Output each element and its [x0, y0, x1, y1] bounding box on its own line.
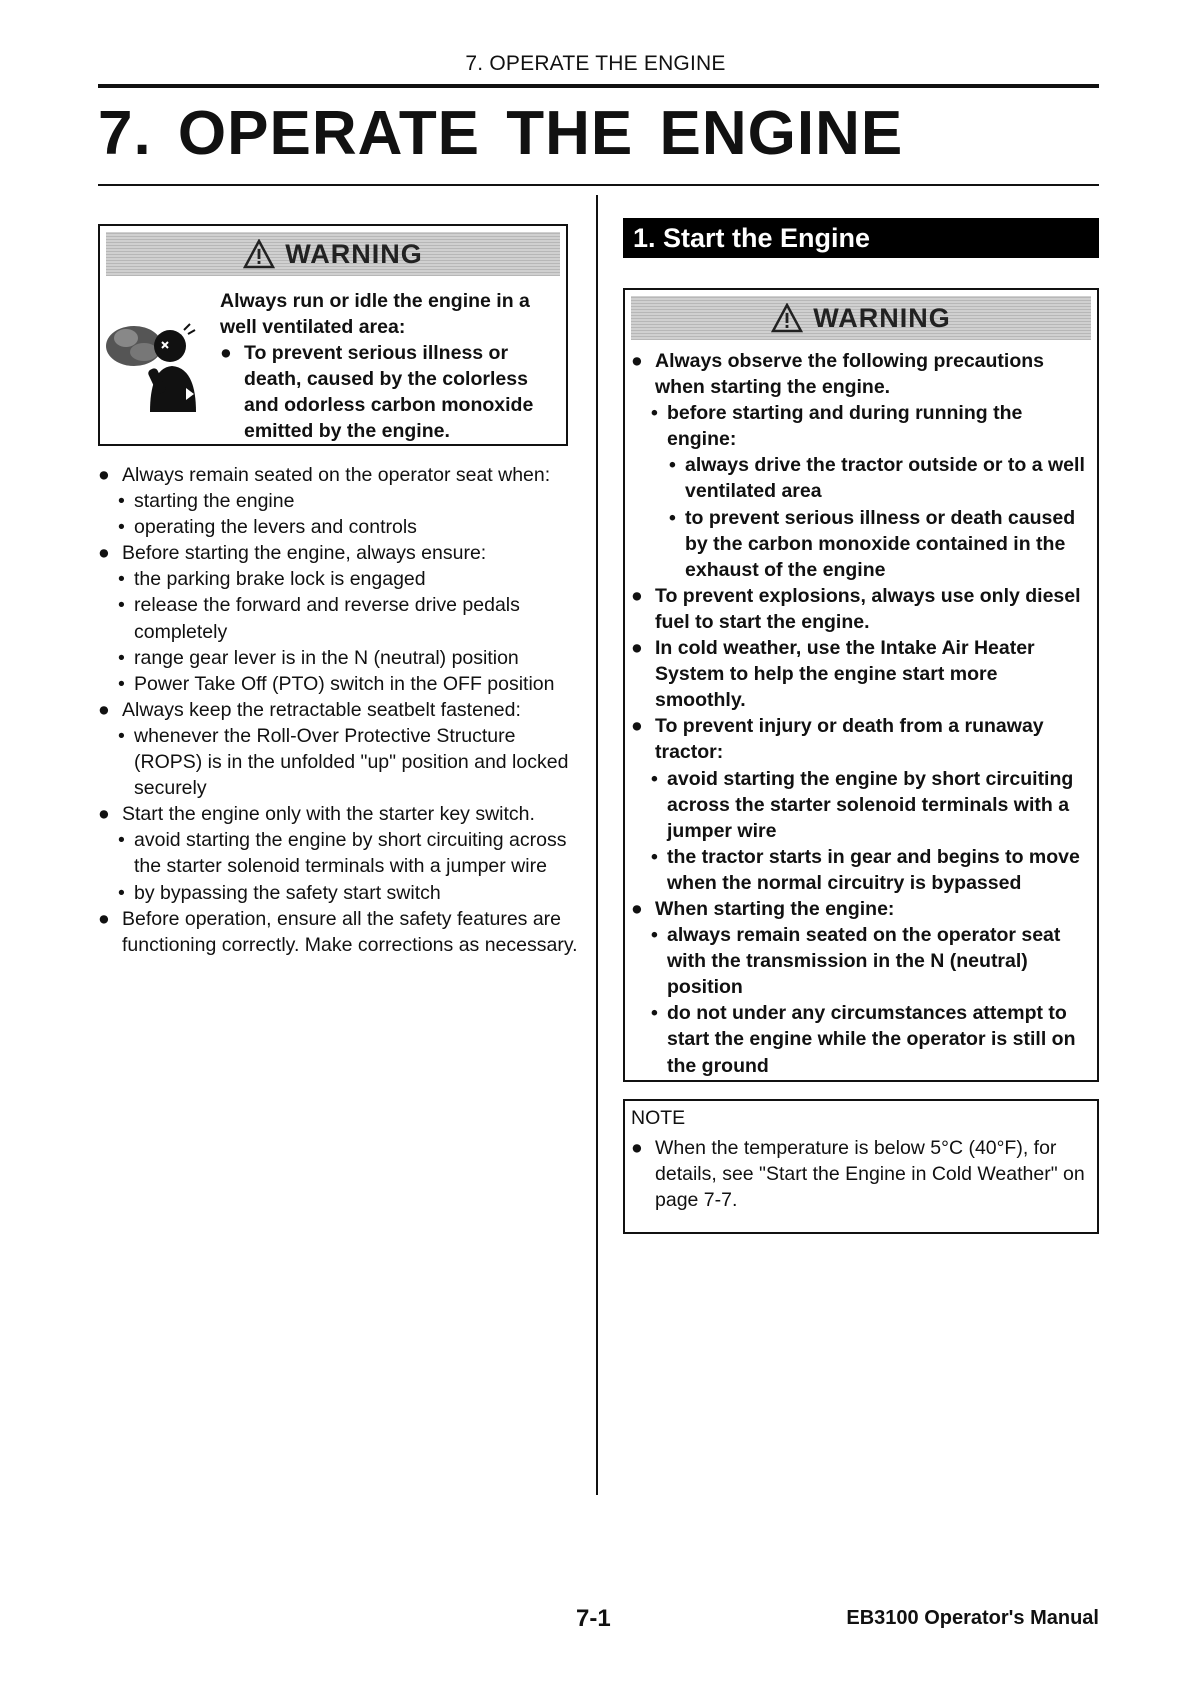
list-subsubitem: • to prevent serious illness or death caused by the carbon monoxide contained in the exhaust of the engine	[669, 506, 1076, 581]
bullet-icon: ●	[98, 464, 110, 486]
bullet-icon: ●	[631, 1137, 643, 1160]
list-subitem: • avoid starting the engine by short circuiting across the starter solenoid terminals with a jumper wire	[118, 829, 567, 878]
list-subitem: • the tractor starts in gear and begins to move when the normal circuitry is bypassed	[651, 845, 1080, 894]
list-subitem: • Power Take Off (PTO) switch in the OFF position	[118, 672, 555, 695]
header-rule	[98, 84, 1099, 88]
warning-bullet	[220, 340, 560, 444]
warning-triangle-icon	[771, 303, 803, 333]
list-item: ● To prevent injury or death from a runaway tractor:	[631, 713, 1091, 765]
page-number: 7-1	[576, 1605, 611, 1632]
bullet-icon: ●	[631, 350, 643, 372]
right-bullet-list	[631, 348, 1091, 1079]
list-item: ● Start the engine only with the starter key switch.	[98, 801, 578, 827]
list-subitem: • range gear lever is in the N (neutral) position	[118, 646, 519, 669]
manual-title: EB3100 Operator's Manual	[846, 1607, 1099, 1629]
list-item: ● Before starting the engine, always ensure:	[98, 540, 578, 566]
list-item: ● Always observe the following precautions when starting the engine.	[631, 348, 1091, 400]
list-subitem: • operating the levers and controls	[118, 516, 417, 539]
bullet-icon: ●	[98, 907, 110, 930]
right-warning-box	[623, 288, 1099, 1082]
running-header: 7. OPERATE THE ENGINE	[465, 52, 726, 75]
list-subitem: • by bypassing the safety start switch	[118, 881, 441, 904]
list-item: ● Always remain seated on the operator seat when:	[98, 462, 578, 488]
chapter-title: 7. OPERATE THE ENGINE	[98, 99, 904, 168]
warning-banner	[106, 232, 560, 276]
note-item	[631, 1135, 1091, 1213]
warning-triangle-icon	[243, 239, 275, 269]
list-item: ● To prevent explosions, always use only diesel fuel to start the engine.	[631, 583, 1091, 635]
note-text: When the temperature is below 5°C (40°F), for details, see "Start the Engine in Cold Weather" on page 7-7.	[655, 1137, 1085, 1212]
list-item: ● In cold weather, use the Intake Air Heater System to help the engine start more smoothly.	[631, 635, 1091, 713]
bullet-icon: ●	[631, 715, 643, 738]
left-bullet-list	[98, 462, 578, 958]
bullet-icon: ●	[631, 584, 643, 607]
section-heading: 1. Start the Engine	[623, 218, 1099, 258]
bullet-icon: ●	[98, 542, 110, 565]
warning-banner	[631, 296, 1091, 340]
list-subsubitem: • always drive the tractor outside or to a well ventilated area	[669, 454, 1085, 503]
list-subitem: • whenever the Roll-Over Protective Structure (ROPS) is in the unfolded "up" position and locked securely	[118, 724, 569, 800]
warning-lead: Always run or idle the engine in a well ventilated area:	[220, 290, 530, 338]
note-box	[623, 1099, 1099, 1234]
bullet-icon: ●	[631, 897, 643, 920]
list-subitem: • the parking brake lock is engaged	[118, 568, 426, 591]
list-item: ● Before operation, ensure all the safety features are functioning correctly. Make corrections as necessary.	[98, 906, 578, 958]
bullet-icon: ●	[220, 342, 232, 364]
list-item: ● When starting the engine:	[631, 896, 1091, 922]
note-label: NOTE	[631, 1107, 686, 1129]
list-subitem: • release the forward and reverse drive pedals completely	[118, 594, 520, 643]
bullet-icon: ●	[98, 803, 110, 826]
list-subitem: • avoid starting the engine by short circuiting across the starter solenoid terminals with a jumper wire	[651, 767, 1074, 842]
title-rule	[98, 184, 1099, 186]
list-subitem: • always remain seated on the operator seat with the transmission in the N (neutral) position	[651, 924, 1061, 999]
bullet-icon: ●	[98, 698, 110, 721]
list-subitem: • do not under any circumstances attempt to start the engine while the operator is still on the ground	[651, 1002, 1076, 1077]
list-item: ● Always keep the retractable seatbelt fastened:	[98, 697, 578, 723]
list-subitem: • starting the engine	[118, 490, 295, 513]
bullet-icon: ●	[631, 637, 643, 660]
warning-label: WARNING	[813, 302, 951, 333]
warning-bullet-text: To prevent serious illness or death, caused by the colorless and odorless carbon monoxide emitted by the engine.	[244, 342, 534, 442]
left-warning-box	[98, 224, 568, 446]
column-divider	[596, 195, 598, 1495]
list-subitem: • before starting and during running the engine:	[651, 402, 1023, 451]
carbon-monoxide-hazard-icon	[104, 316, 216, 416]
warning-label: WARNING	[285, 238, 423, 269]
